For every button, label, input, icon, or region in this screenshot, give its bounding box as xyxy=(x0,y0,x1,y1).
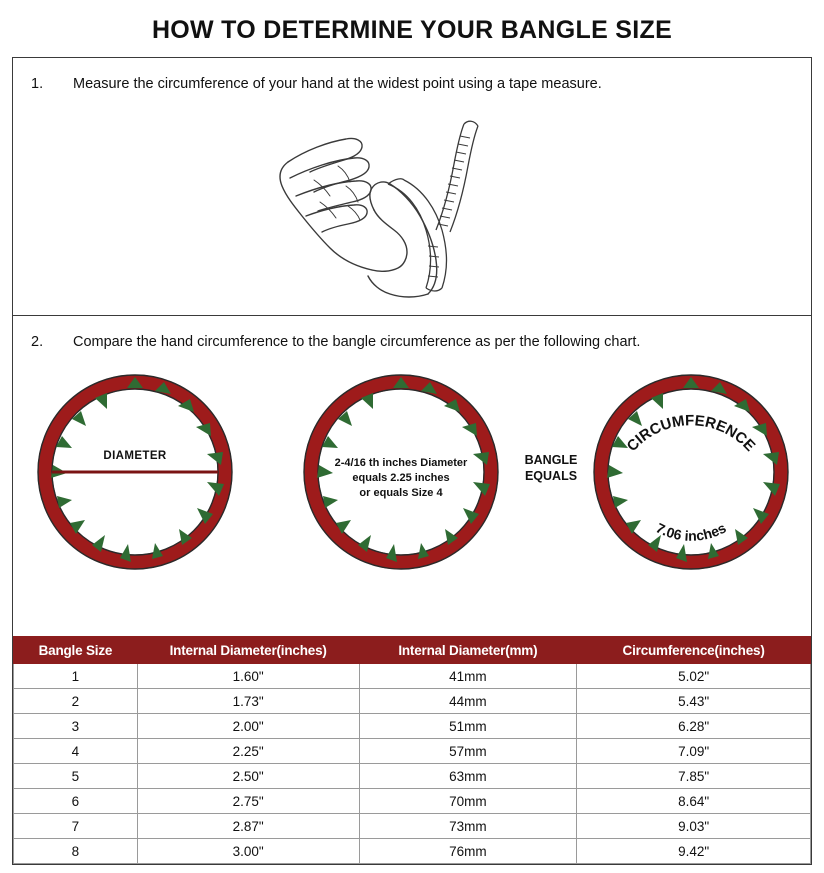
size-note-line-2: equals 2.25 inches xyxy=(352,471,450,484)
bangle-equals-line-1: BANGLE xyxy=(524,453,578,467)
bangle-diagram-diameter xyxy=(35,372,235,572)
bangle-equals-line-2: EQUALS xyxy=(524,469,578,484)
table-row xyxy=(14,714,811,739)
table-cell-0: 5 xyxy=(14,764,138,789)
table-cell-2: 63mm xyxy=(359,764,577,789)
table-cell-1: 3.00" xyxy=(137,839,359,864)
table-row xyxy=(14,689,811,714)
table-cell-1: 2.50" xyxy=(137,764,359,789)
column-header-bangle-size: Bangle Size xyxy=(14,637,138,664)
table-cell-1: 2.00" xyxy=(137,714,359,739)
bangle-size-table xyxy=(13,636,811,864)
table-cell-1: 2.87" xyxy=(137,814,359,839)
bangle-equals-label xyxy=(511,452,591,485)
column-header-internal-diameter-inches: Internal Diameter(inches) xyxy=(137,637,359,664)
table-cell-2: 41mm xyxy=(359,664,577,689)
table-cell-0: 2 xyxy=(14,689,138,714)
bangle-diagram-size-note xyxy=(301,372,501,572)
page-title: HOW TO DETERMINE YOUR BANGLE SIZE xyxy=(151,16,673,44)
step-2-line xyxy=(13,316,811,350)
table-cell-3: 5.43" xyxy=(577,689,811,714)
step-2-number: 2. xyxy=(31,334,44,350)
table-row xyxy=(14,739,811,764)
table-cell-3: 7.09" xyxy=(577,739,811,764)
guide-container xyxy=(12,57,812,865)
table-cell-0: 4 xyxy=(14,739,138,764)
table-cell-0: 6 xyxy=(14,789,138,814)
svg-text:7.06 inches: 7.06 inches xyxy=(653,519,729,544)
table-cell-3: 8.64" xyxy=(577,789,811,814)
table-cell-0: 1 xyxy=(14,664,138,689)
table-header-row xyxy=(14,637,811,664)
column-header-circumference-inches: Circumference(inches) xyxy=(577,637,811,664)
hand-measurement-illustration xyxy=(268,106,528,306)
table-cell-1: 2.25" xyxy=(137,739,359,764)
table-cell-0: 7 xyxy=(14,814,138,839)
table-cell-2: 70mm xyxy=(359,789,577,814)
table-row xyxy=(14,764,811,789)
table-row xyxy=(14,789,811,814)
step-1-section xyxy=(13,58,811,316)
table-cell-1: 2.75" xyxy=(137,789,359,814)
table-row xyxy=(14,839,811,864)
diameter-label: DIAMETER xyxy=(103,450,167,462)
size-note-line-1: 2-4/16 th inches Diameter xyxy=(334,457,468,469)
table-cell-2: 44mm xyxy=(359,689,577,714)
table-row xyxy=(14,664,811,689)
table-cell-3: 6.28" xyxy=(577,714,811,739)
table-cell-3: 7.85" xyxy=(577,764,811,789)
table-cell-0: 3 xyxy=(14,714,138,739)
column-header-internal-diameter-mm: Internal Diameter(mm) xyxy=(359,637,577,664)
step-1-number: 1. xyxy=(31,76,44,92)
step-2-text: Compare the hand circumference to the bangle circumference as per the following chart. xyxy=(73,334,641,350)
table-cell-0: 8 xyxy=(14,839,138,864)
table-cell-2: 51mm xyxy=(359,714,577,739)
bangle-diagram-circumference xyxy=(591,372,791,572)
table-body xyxy=(14,664,811,864)
table-cell-3: 9.42" xyxy=(577,839,811,864)
size-note xyxy=(315,456,487,501)
step-1-line xyxy=(13,58,811,92)
table-cell-2: 73mm xyxy=(359,814,577,839)
svg-text:CIRCUMFERENCE: CIRCUMFERENCE xyxy=(623,412,759,455)
step-2-section xyxy=(13,316,811,596)
bangle-diagrams xyxy=(13,364,813,589)
table-cell-1: 1.73" xyxy=(137,689,359,714)
table-cell-3: 5.02" xyxy=(577,664,811,689)
table-row xyxy=(14,814,811,839)
table-cell-2: 76mm xyxy=(359,839,577,864)
step-1-text: Measure the circumference of your hand at the widest point using a tape measure. xyxy=(73,76,602,92)
table-cell-2: 57mm xyxy=(359,739,577,764)
table-cell-3: 9.03" xyxy=(577,814,811,839)
size-note-line-3: or equals Size 4 xyxy=(359,486,443,499)
table-cell-1: 1.60" xyxy=(137,664,359,689)
